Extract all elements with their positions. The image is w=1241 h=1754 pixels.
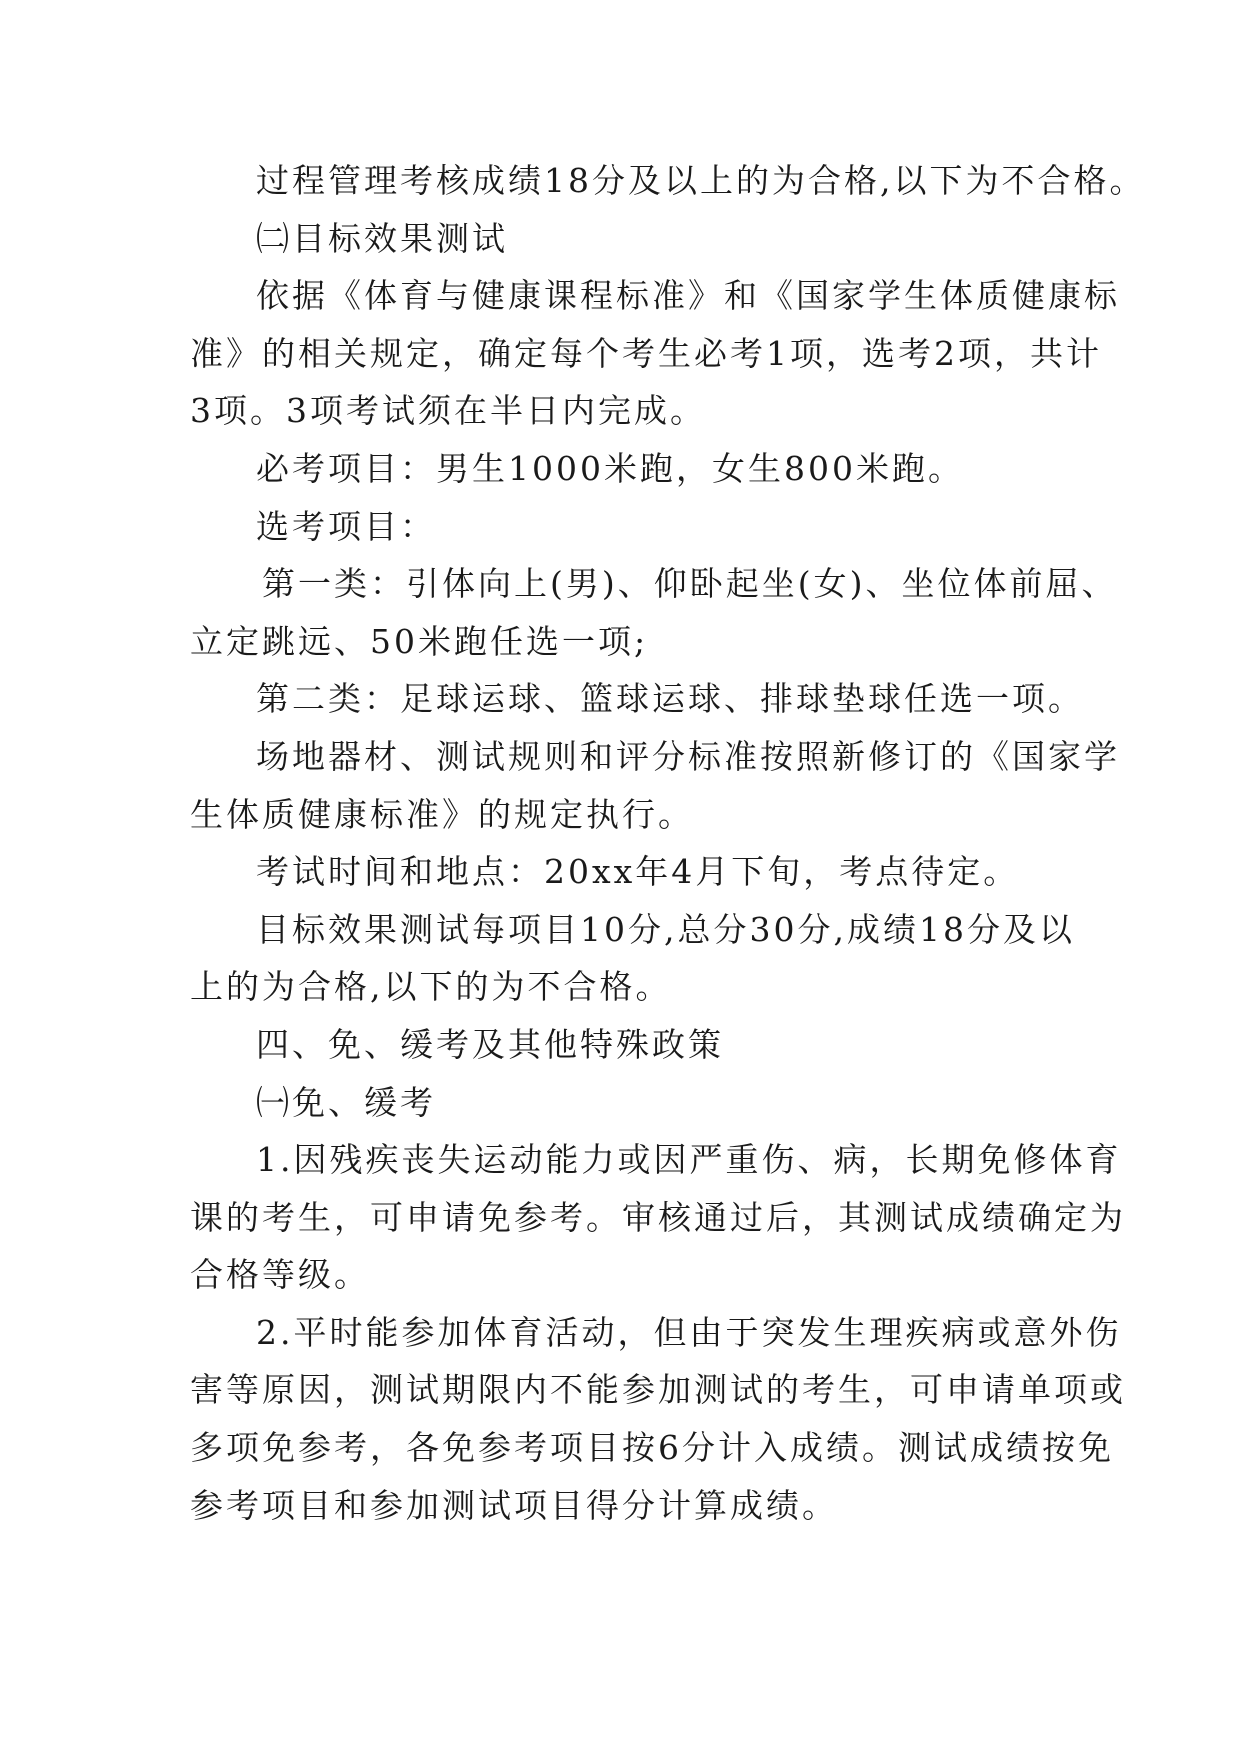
- text-line: 必考项目：男生1000米跑，女生800米跑。: [256, 448, 964, 488]
- text-line: 参考项目和参加测试项目得分计算成绩。: [190, 1485, 838, 1525]
- text-line: 目标效果测试每项目10分,总分30分,成绩18分及以: [256, 909, 1075, 949]
- text-line: 过程管理考核成绩18分及以上的为合格,以下为不合格。: [256, 161, 1146, 200]
- document-body: [190, 152, 1146, 1534]
- text-line: 2.平时能参加体育活动，但由于突发生理疾病或意外伤: [256, 1312, 1122, 1352]
- text-line: 考试时间和地点：20xx年4月下旬，考点待定。: [256, 852, 1020, 892]
- text-line: 准》的相关规定，确定每个考生必考1项，选考2项，共计: [190, 333, 1102, 373]
- text-line: 第一类：引体向上(男)、仰卧起坐(女)、坐位体前屈、: [262, 564, 1118, 604]
- text-line: 选考项目：: [256, 506, 436, 546]
- section-heading: ㈠免、缓考: [256, 1082, 436, 1122]
- text-line: 多项免参考，各免参考项目按6分计入成绩。测试成绩按免: [190, 1428, 1114, 1468]
- text-line: 合格等级。: [190, 1255, 370, 1295]
- text-line: 3项。3项考试须在半日内完成。: [190, 391, 706, 431]
- section-heading: 四、免、缓考及其他特殊政策: [256, 1024, 724, 1064]
- text-line: 立定跳远、50米跑任选一项;: [190, 621, 649, 661]
- text-line: 1.因残疾丧失运动能力或因严重伤、病，长期免修体育: [256, 1140, 1122, 1180]
- text-line: 上的为合格,以下的为不合格。: [190, 967, 672, 1007]
- text-line: 生体质健康标准》的规定执行。: [190, 794, 694, 834]
- section-heading: ㈡目标效果测试: [256, 218, 508, 258]
- text-line: 害等原因，测试期限内不能参加测试的考生，可申请单项或: [190, 1370, 1126, 1410]
- text-line: 依据《体育与健康课程标准》和《国家学生体质健康标: [256, 276, 1120, 316]
- text-line: 第二类：足球运球、篮球运球、排球垫球任选一项。: [256, 679, 1084, 719]
- text-line: 场地器材、测试规则和评分标准按照新修订的《国家学: [256, 736, 1120, 776]
- text-line: 课的考生，可申请免参考。审核通过后，其测试成绩确定为: [190, 1197, 1126, 1237]
